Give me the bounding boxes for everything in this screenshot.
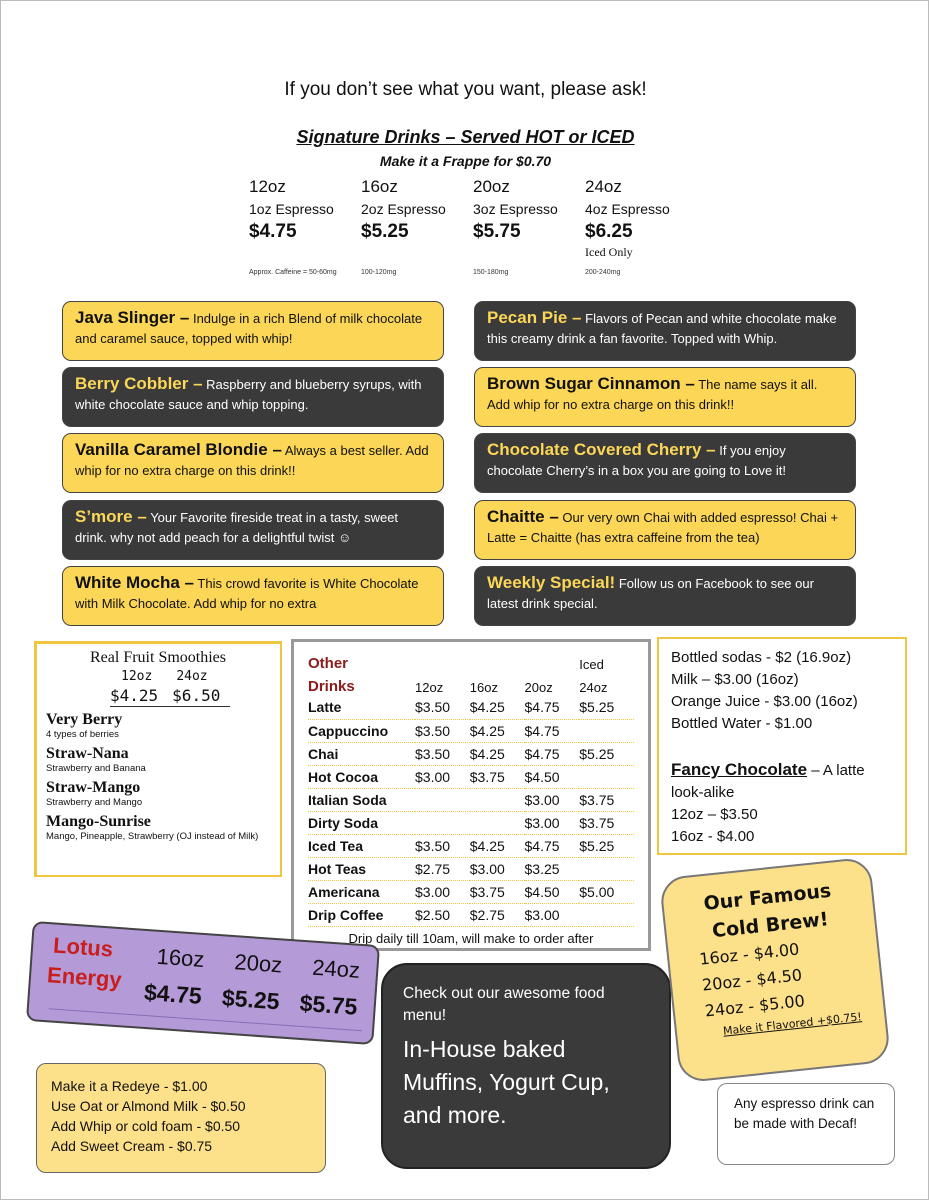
smoothie-item	[46, 813, 270, 843]
cold-brew-price: 16oz - $4.00	[698, 939, 801, 969]
drink-card-brown-sugar-cinnamon	[474, 367, 856, 427]
smoothies-title: Real Fruit Smoothies	[90, 649, 226, 666]
cold-brew-title: Our Famous Cold Brew!	[702, 879, 833, 943]
smoothie-desc: Mango, Pineapple, Strawberry (OJ instead of Milk)	[46, 831, 259, 842]
size-label: 12oz	[249, 177, 286, 196]
price-cell: $3.00	[525, 788, 580, 811]
table-row	[308, 788, 634, 811]
column-header: 24oz	[579, 680, 608, 695]
drink-card-chaitte	[474, 500, 856, 560]
price-cell: $3.00	[415, 765, 470, 788]
addon-item: Use Oat or Almond Milk - $0.50	[51, 1098, 246, 1114]
addon-item: Add Sweet Cream - $0.75	[51, 1138, 213, 1154]
iced-only-note: Iced Only	[585, 245, 633, 259]
price-cell: $3.00	[525, 811, 580, 834]
price-cell	[579, 857, 634, 880]
table-row	[308, 811, 634, 834]
other-header: Other	[308, 655, 349, 672]
table-row	[308, 742, 634, 765]
drink-description: Flavors of Pecan and white chocolate make this creamy drink a fan favorite. Topped with Whip.	[487, 311, 837, 346]
size-column-24oz	[585, 177, 697, 260]
price-cell: $4.50	[525, 880, 580, 903]
caffeine-note: Approx. Caffeine = 50-60mg	[249, 269, 337, 276]
drink-name-cell: Italian Soda	[308, 788, 415, 811]
price-cell: $3.75	[579, 788, 634, 811]
price-cell: $4.25	[470, 719, 525, 742]
drink-name: Berry Cobbler –	[75, 374, 203, 393]
espresso-amount: 2oz Espresso	[361, 201, 446, 217]
other-drinks-box	[291, 639, 651, 951]
price-cell	[579, 765, 634, 788]
smoothie-desc: Strawberry and Banana	[46, 763, 146, 774]
price-cell: $2.50	[415, 903, 470, 926]
table-row	[308, 880, 634, 903]
caffeine-note: 150-180mg	[473, 269, 509, 276]
price-cell: $4.75	[525, 834, 580, 857]
size-column-16oz	[361, 177, 473, 243]
smoothie-size: 12oz	[121, 669, 153, 684]
bottled-item: Milk – $3.00 (16oz)	[671, 671, 799, 688]
cold-brew-price: 24oz - $5.00	[703, 991, 806, 1021]
drink-name-cell: Cappuccino	[308, 719, 415, 742]
table-row	[308, 719, 634, 742]
drinks-header: Drinks	[308, 678, 355, 695]
price-cell: $4.25	[470, 834, 525, 857]
size-label: 20oz	[473, 177, 510, 196]
decaf-note: Any espresso drink can be made with Decaf!	[717, 1083, 895, 1165]
drink-name: White Mocha –	[75, 573, 195, 592]
price-cell: $2.75	[470, 903, 525, 926]
drink-card-vanilla-caramel-blondie	[62, 433, 444, 493]
lotus-price: $5.75	[298, 989, 359, 1020]
drink-name: S’more –	[75, 507, 147, 526]
price-cell: $4.50	[525, 765, 580, 788]
drink-name-cell: Iced Tea	[308, 834, 415, 857]
drip-note: Drip daily till 10am, will make to order after	[348, 930, 594, 946]
smoothie-prices	[110, 686, 230, 707]
drink-name-cell: Drip Coffee	[308, 903, 415, 926]
drink-card-pecan-pie	[474, 301, 856, 361]
smoothie-price: $6.50	[172, 686, 221, 705]
price-cell: $5.25	[579, 834, 634, 857]
table-row	[308, 765, 634, 788]
smoothie-desc: Strawberry and Mango	[46, 797, 143, 808]
price-cell: $3.00	[470, 857, 525, 880]
size-price: $5.25	[361, 221, 409, 242]
price-cell: $3.50	[415, 696, 470, 719]
drink-description: Indulge in a rich Blend of milk chocolate and caramel sauce, topped with whip!	[75, 311, 423, 346]
lotus-price: $4.75	[143, 978, 203, 1009]
price-cell	[579, 903, 634, 926]
size-column-20oz	[473, 177, 585, 243]
price-cell: $4.25	[470, 742, 525, 765]
smoothie-name: Straw-Mango	[46, 779, 141, 796]
table-row	[308, 834, 634, 857]
lotus-title: Lotus	[52, 932, 114, 962]
price-cell: $3.25	[525, 857, 580, 880]
fancy-price: 16oz - $4.00	[671, 828, 755, 845]
price-cell: $3.50	[415, 742, 470, 765]
smoothie-item	[46, 711, 270, 741]
table-row	[308, 696, 634, 719]
drink-description: Raspberry and blueberry syrups, with white chocolate sauce and whip topping.	[75, 377, 422, 412]
table-header-row	[308, 650, 634, 673]
price-cell: $4.75	[525, 719, 580, 742]
column-header: 16oz	[469, 680, 498, 695]
table-row	[308, 857, 634, 880]
lotus-price: $5.25	[221, 984, 281, 1015]
signature-title: Signature Drinks – Served HOT or ICED	[296, 127, 635, 147]
price-cell: $3.50	[415, 719, 470, 742]
drink-name: Pecan Pie –	[487, 308, 582, 327]
drink-description: This crowd favorite is White Chocolate with Milk Chocolate. Add whip for no extra	[75, 576, 419, 611]
smoothie-sizes	[121, 669, 270, 684]
fancy-price: 12oz – $3.50	[671, 806, 758, 823]
lotus-size: 20oz	[233, 949, 284, 978]
drink-description: Your Favorite fireside treat in a tasty, sweet drink. why not add peach for a delightful twist ☺	[75, 510, 399, 545]
drink-name-cell: Dirty Soda	[308, 811, 415, 834]
price-cell: $3.75	[470, 765, 525, 788]
drink-description: The name says it all. Add whip for no extra charge on this drink!!	[487, 377, 818, 412]
price-cell: $4.25	[470, 696, 525, 719]
price-cell: $3.00	[415, 880, 470, 903]
size-price: $6.25	[585, 221, 633, 242]
price-cell: $5.00	[579, 880, 634, 903]
drink-name-cell: Americana	[308, 880, 415, 903]
smoothie-price: $4.25	[110, 686, 159, 705]
espresso-amount: 3oz Espresso	[473, 201, 558, 217]
price-cell: $3.75	[470, 880, 525, 903]
smoothie-name: Very Berry	[46, 711, 123, 728]
drink-description: Always a best seller. Add whip for no extra charge on this drink!!	[75, 443, 429, 478]
drink-description: If you enjoy chocolate Cherry’s in a box you are going to Love it!	[487, 443, 786, 478]
smoothies-box	[34, 641, 282, 877]
intro-text: If you don’t see what you want, please ask!	[284, 79, 647, 100]
signature-subtitle: Make it a Frappe for $0.70	[379, 153, 552, 169]
price-cell: $2.75	[415, 857, 470, 880]
drink-card-white-mocha	[62, 566, 444, 626]
addons-box	[36, 1063, 326, 1173]
bottled-drinks-box	[657, 637, 907, 855]
size-column-12oz	[249, 177, 361, 243]
bottled-item: Orange Juice - $3.00 (16oz)	[671, 693, 858, 710]
food-box	[381, 963, 671, 1169]
smoothie-item	[46, 745, 270, 775]
fancy-chocolate	[671, 759, 893, 804]
smoothie-desc: 4 types of berries	[46, 729, 119, 740]
energy-title: Energy	[46, 962, 123, 993]
drink-name: Java Slinger –	[75, 308, 190, 327]
column-header: 20oz	[524, 680, 553, 695]
drink-name: Vanilla Caramel Blondie –	[75, 440, 282, 459]
drink-name-cell: Hot Cocoa	[308, 765, 415, 788]
price-cell	[579, 719, 634, 742]
drink-name: Chaitte –	[487, 507, 559, 526]
drink-name-cell: Latte	[308, 696, 415, 719]
cold-brew-price: 20oz - $4.50	[701, 965, 803, 995]
price-cell: $5.25	[579, 742, 634, 765]
size-price: $4.75	[249, 221, 297, 242]
smoothie-name: Straw-Nana	[46, 745, 129, 762]
smoothie-item	[46, 779, 270, 809]
price-cell: $4.75	[525, 696, 580, 719]
drink-name-cell: Hot Teas	[308, 857, 415, 880]
price-cell	[415, 788, 470, 811]
drink-card-berry-cobbler	[62, 367, 444, 427]
drink-description: Follow us on Facebook to see our latest drink special.	[487, 576, 814, 611]
bottled-item: Bottled sodas - $2 (16.9oz)	[671, 649, 852, 666]
drink-name: Brown Sugar Cinnamon –	[487, 374, 695, 393]
other-drinks-table	[308, 650, 634, 927]
caffeine-note: 100-120mg	[361, 269, 397, 276]
fancy-chocolate-desc: – A latte look-alike	[671, 762, 865, 801]
drink-card-smore	[62, 500, 444, 560]
food-items: In-House baked Muffins, Yogurt Cup, and more.	[403, 1036, 610, 1128]
column-header: 12oz	[415, 680, 444, 695]
price-cell: $4.75	[525, 742, 580, 765]
price-cell	[470, 811, 525, 834]
bottled-item: Bottled Water - $1.00	[671, 715, 813, 732]
caffeine-note: 200-240mg	[585, 269, 621, 276]
drink-card-chocolate-covered-cherry	[474, 433, 856, 493]
drink-name: Chocolate Covered Cherry –	[487, 440, 716, 459]
price-cell	[415, 811, 470, 834]
iced-label: Iced	[579, 657, 604, 672]
addon-item: Add Whip or cold foam - $0.50	[51, 1118, 241, 1134]
drink-name-cell: Chai	[308, 742, 415, 765]
lotus-size: 24oz	[311, 954, 361, 983]
smoothie-name: Mango-Sunrise	[46, 813, 151, 830]
cold-brew-box	[659, 856, 891, 1083]
drink-card-java-slinger	[62, 301, 444, 361]
drink-card-weekly-special	[474, 566, 856, 626]
price-cell: $3.75	[579, 811, 634, 834]
size-label: 16oz	[361, 177, 398, 196]
size-label: 24oz	[585, 177, 622, 196]
cold-brew-flavor: Make it Flavored +$0.75!	[722, 1010, 863, 1038]
drink-name: Weekly Special!	[487, 573, 616, 592]
price-cell: $3.50	[415, 834, 470, 857]
espresso-amount: 4oz Espresso	[585, 201, 670, 217]
price-cell: $3.00	[525, 903, 580, 926]
price-cell: $5.25	[579, 696, 634, 719]
smoothie-size: 24oz	[176, 669, 208, 684]
fancy-chocolate-title: Fancy Chocolate	[671, 760, 808, 779]
size-price: $5.75	[473, 221, 521, 242]
table-row	[308, 903, 634, 926]
table-header-row	[308, 673, 634, 696]
drink-description: Our very own Chai with added espresso! Chai + Latte = Chaitte (has extra caffeine from the tea)	[487, 510, 839, 545]
price-cell	[470, 788, 525, 811]
espresso-amount: 1oz Espresso	[249, 201, 334, 217]
food-intro: Check out our awesome food menu!	[403, 985, 605, 1024]
lotus-size: 16oz	[155, 943, 206, 973]
addon-item: Make it a Redeye - $1.00	[51, 1078, 208, 1094]
